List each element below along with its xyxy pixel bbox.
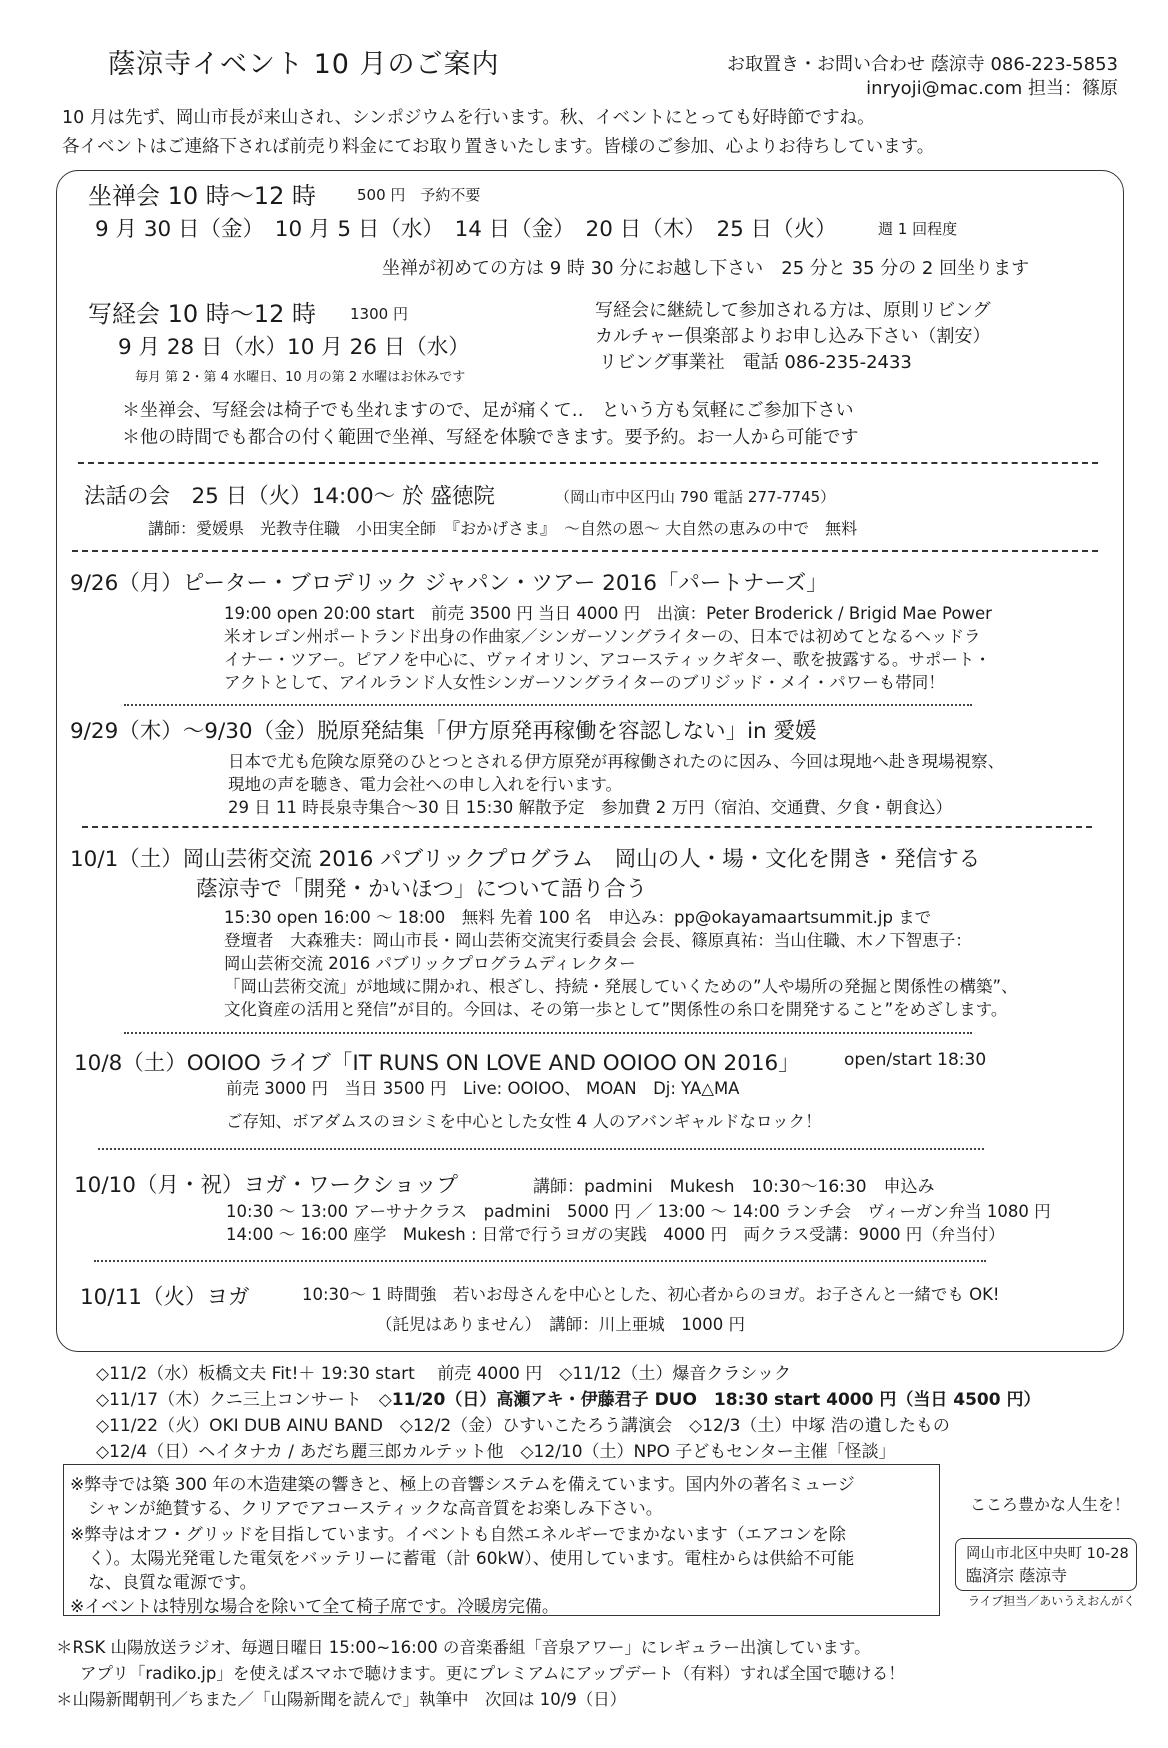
divider [82, 826, 1092, 828]
event-line: 文化資産の活用と発信”が目的。今回は、その第一歩として”関係性の糸口を開発すること”をめざします。 [224, 1000, 1008, 1019]
event-line: 「岡山芸術交流」が地域に開かれ、根ざし、持続・発展していくための”人や場所の発掘と関係性の構築”、 [224, 977, 1018, 996]
venue-note: な、良質な電源です。 [88, 1573, 257, 1593]
event-line: 15:30 open 16:00 〜 18:00 無料 先着 100 名 申込み：pp@okayamaartsummit.jp まで [224, 908, 932, 927]
shakyo-right-2: カルチャー倶楽部よりお申し込み下さい（割安） [595, 326, 991, 347]
divider [78, 462, 1098, 464]
event-title: 10/1（土）岡山芸術交流 2016 パブリックプログラム 岡山の人・場・文化を開き・発信する [70, 847, 981, 872]
event-line: 日本で尤も危険な原発のひとつとされる伊方原発が再稼働されたのに因み、今回は現地へ赴き現場視察、 [228, 752, 1005, 771]
event-time: open/start 18:30 [844, 1050, 987, 1070]
howa-detail: 講師：愛媛県 光教寺住職 小田実全師 『おかげさま』 〜自然の恩〜 大自然の恵みの中で 無料 [148, 519, 858, 538]
venue-note: シャンが絶賛する、クリアでアコースティックな高音質をお楽しみ下さい。 [88, 1499, 663, 1519]
event-line: ご存知、ボアダムスのヨシミを中心とした女性 4 人のアバンギャルドなロック！ [226, 1112, 822, 1131]
general-note-1: ＊坐禅会、写経会は椅子でも坐れますので、足が痛くて‥ という方も気軽にご参加下さい [122, 400, 854, 421]
event-line: 29 日 11 時長泉寺集合〜30 日 15:30 解散予定 参加費 2 万円（宿泊、交通費、夕食・朝食込） [228, 798, 952, 817]
temple-name: 臨済宗 蔭涼寺 [966, 1566, 1068, 1585]
intro-line-2: 各イベントはご連絡下されば前売り料金にてお取り置きいたします。皆様のご参加、心よりお待ちしています。 [62, 137, 935, 157]
event-line: イナー・ツアー。ピアノを中心に、ヴァイオリン、アコースティックギター、歌を披露する。サポート・ [224, 650, 991, 669]
divider [124, 704, 972, 706]
contact-email: inryoji@mac.com 担当：篠原 [866, 78, 1118, 99]
shakyo-schedule-note: 毎月 第 2・第 4 水曜日、10 月の第 2 水曜はお休みです [135, 370, 466, 385]
shakyo-dates: 9 月 28 日（水）10 月 26 日（水） [118, 335, 470, 360]
divider [124, 1032, 972, 1034]
venue-note: く）。太陽光発電した電気をバッテリーに蓄電（計 60kW）、使用しています。電柱からは供給不可能 [88, 1549, 855, 1569]
upcoming-highlight: ◇11/20（日）高瀬アキ・伊藤君子 DUO 18:30 start 4000 円（当日 4500 円） [378, 1390, 1041, 1410]
venue-note: ※弊寺はオフ・グリッドを目指しています。イベントも自然エネルギーでまかないます（エアコンを除 [70, 1525, 846, 1545]
event-title: 9/29（木）〜9/30（金）脱原発結集「伊方原発再稼働を容認しない」in 愛媛 [70, 719, 817, 744]
event-title: 10/8（土）OOIOO ライブ「IT RUNS ON LOVE AND OOIOO ON 2016」 [74, 1051, 800, 1076]
shakyo-right-1: 写経会に継続して参加される方は、原則リビング [595, 300, 991, 321]
shakyo-price: 1300 円 [350, 305, 408, 323]
venue-note: ※弊寺では築 300 年の木造建築の響きと、極上の音響システムを備えています。国内外の著名ミュージ [70, 1475, 855, 1495]
divider [72, 550, 1098, 552]
upcoming-line [96, 1385, 1041, 1410]
event-title: 9/26（月）ピーター・ブロデリック ジャパン・ツアー 2016「パートナーズ」 [70, 571, 828, 596]
page-title: 蔭涼寺イベント 10 月のご案内 [108, 49, 500, 80]
intro-line-1: 10 月は先ず、岡山市長が来山され、シンポジウムを行います。秋、イベントにとっても好時節ですね。 [62, 108, 875, 128]
general-note-2: ＊他の時間でも都合の付く範囲で坐禅、写経を体験できます。要予約。お一人から可能です [122, 427, 859, 448]
event-line: アクトとして、アイルランド人女性シンガーソングライターのブリジッド・メイ・パワーも帯同！ [224, 673, 945, 692]
upcoming-item: ◇11/17（木）クニ三上コンサート [96, 1390, 379, 1410]
event-title: 10/10（月・祝）ヨガ・ワークショップ [74, 1173, 459, 1198]
event-detail: 10:30〜 1 時間強 若いお母さんを中心とした、初心者からのヨガ。お子さんと一緒でも OK! [302, 1285, 1000, 1304]
upcoming-line: ◇11/2（水）板橋文夫 Fit!＋ 19:30 start 前売 4000 円 ◇11/12（土）爆音クラシック [96, 1364, 791, 1384]
event-line: 前売 3000 円 当日 3500 円 Live: OOIOO、 MOAN Dj: YA△MA [226, 1079, 740, 1098]
divider [98, 1148, 984, 1150]
footer-line: アプリ「radiko.jp」を使えばスマホで聴けます。更にプレミアムにアップデート（有料）すれば全国で聴ける！ [80, 1664, 905, 1683]
event-line: 登壇者 大森雅夫：岡山市長・岡山芸術交流実行委員会 会長、篠原真祐：当山住職、木ノ下智恵子： [224, 931, 972, 950]
upcoming-line: ◇12/4（日）ヘイタナカ / あだち麗三郎カルテット他 ◇12/10（土）NPO 子どもセンター主催「怪談」 [96, 1442, 896, 1462]
shakyo-right-3: リビング事業社 電話 086-235-2433 [599, 352, 912, 373]
event-line: 米オレゴン州ポートランド出身の作曲家／シンガーソングライターの、日本では初めてとなるヘッドラ [224, 627, 981, 646]
howa-title: 法話の会 25 日（火）14:00〜 於 盛徳院 [84, 484, 495, 509]
zazen-title: 坐禅会 10 時〜12 時 [88, 182, 316, 210]
event-line: （託児はありません） 講師：川上亜城 1000 円 [376, 1315, 745, 1334]
slogan: こころ豊かな人生を！ [970, 1495, 1131, 1514]
divider [94, 1260, 986, 1262]
zazen-note: 坐禅が初めての方は 9 時 30 分にお越し下さい 25 分と 35 分の 2 回坐ります [382, 258, 1030, 279]
shakyo-title: 写経会 10 時〜12 時 [88, 300, 316, 328]
temple-address: 岡山市北区中央町 10-28 [966, 1546, 1129, 1562]
event-subtitle: 蔭涼寺で「開発・かいほつ」について語り合う [196, 877, 648, 902]
event-line: 14:00 〜 16:00 座学 Mukesh : 日常で行うヨガの実践 4000 円 両クラス受講：9000 円（弁当付） [226, 1225, 1005, 1244]
event-instructors: 講師：padmini Mukesh 10:30〜16:30 申込み [533, 1177, 935, 1197]
contact-phone: お取置き・お問い合わせ 蔭涼寺 086-223-5853 [727, 54, 1118, 75]
upcoming-line: ◇11/22（火）OKI DUB AINU BAND ◇12/2（金）ひすいこたろう講演会 ◇12/3（土）中塚 浩の遺したもの [96, 1416, 950, 1436]
footer-line: ＊山陽新聞朝刊／ちまた／「山陽新聞を読んで」執筆中 次回は 10/9（日） [56, 1690, 627, 1709]
howa-address: （岡山市中区円山 790 電話 277-7745） [555, 488, 836, 506]
zazen-frequency: 週 1 回程度 [878, 220, 958, 238]
event-title: 10/11（火）ヨガ [80, 1285, 250, 1310]
event-line: 19:00 open 20:00 start 前売 3500 円 当日 4000 円 出演：Peter Broderick / Brigid Mae Power [224, 604, 992, 623]
zazen-price: 500 円 予約不要 [357, 186, 481, 204]
venue-note: ※イベントは特別な場合を除いて全て椅子席です。冷暖房完備。 [70, 1597, 559, 1617]
event-line: 10:30 〜 13:00 アーサナクラス padmini 5000 円 ／ 13:00 〜 14:00 ランチ会 ヴィーガン弁当 1080 円 [226, 1202, 1051, 1221]
footer-line: ＊RSK 山陽放送ラジオ、毎週日曜日 15:00~16:00 の音楽番組「音泉アワー」にレギュラー出演しています。 [56, 1638, 871, 1657]
zazen-dates: 9 月 30 日（金） 10 月 5 日（水） 14 日（金） 20 日（木） 25 日（火） [95, 217, 837, 242]
event-line: 岡山芸術交流 2016 パブリックプログラムディレクター [224, 954, 636, 973]
live-staff: ライブ担当／あいうえおんがく [968, 1594, 1136, 1608]
event-line: 現地の声を聴き、電力会社への申し入れを行います。 [228, 775, 623, 794]
